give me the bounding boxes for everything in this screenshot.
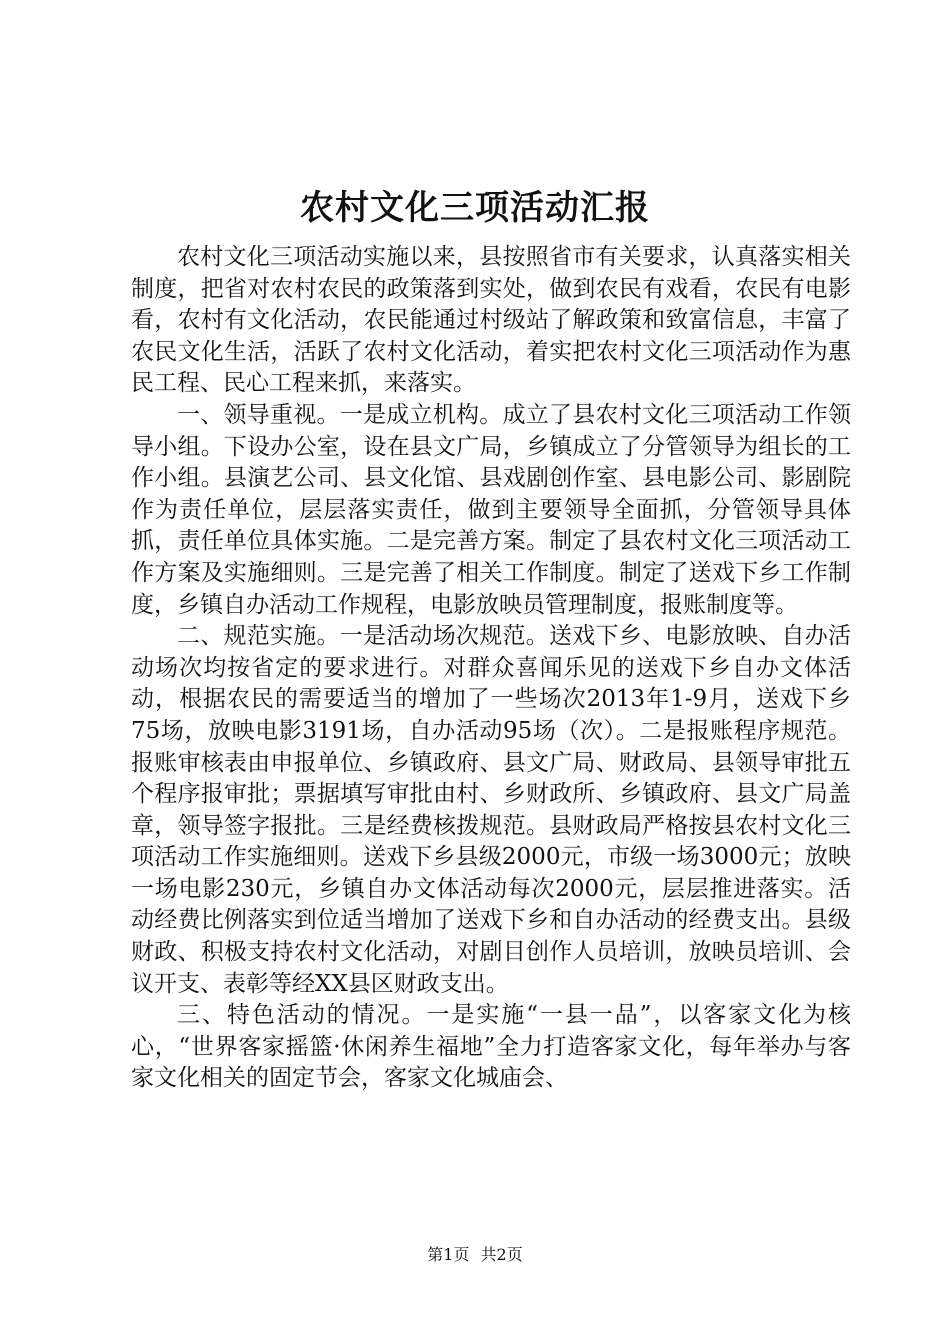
page-footer [0,1244,950,1266]
page-total: 共2页 [480,1245,523,1264]
document-title: 农村文化三项活动汇报 [300,188,650,228]
page-number: 第1页 [427,1245,470,1264]
paragraph-leadership: 一、领导重视。一是成立机构。成立了县农村文化三项活动工作领导小组。下设办公室，设在县文广局，乡镇成立了分管领导为组长的工作小组。县演艺公司、县文化馆、县戏剧创作室、县电影公司、影剧院作为责任单位，层层落实责任，做到主要领导全面抓，分管领导具体抓，责任单位具体实施。二是完善方案。制定了县农村文化三项活动工作方案及实施细则。三是完善了相关工作制度。制定了送戏下乡工作制度，乡镇自办活动工作规程，电影放映员管理制度，报账制度等。 [131,401,851,618]
paragraph-featured-activities: 三、特色活动的情况。一是实施“一县一品”，以客家文化为核心，“世界客家摇篮·休闲养生福地”全力打造客家文化，每年举办与客家文化相关的固定节会，客家文化城庙会、 [131,1002,851,1092]
paragraph-implementation: 二、规范实施。一是活动场次规范。送戏下乡、电影放映、自办活动场次均按省定的要求进行。对群众喜闻乐见的送戏下乡自办文体活动，根据农民的需要适当的增加了一些场次2013年1-9月，送戏下乡75场，放映电影3191场，自办活动95场（次）。二是报账程序规范。报账审核表由申报单位、乡镇政府、县文广局、财政局、县领导审批五个程序报审批；票据填写审批由村、乡财政所、乡镇政府、县文广局盖章，领导签字报批。三是经费核拨规范。县财政局严格按县农村文化三项活动工作实施细则。送戏下乡县级2000元，市级一场3000元；放映一场电影230元，乡镇自办文体活动每次2000元，层层推进落实。活动经费比例落实到位适当增加了送戏下乡和自办活动的经费支出。县级财政、积极支持农村文化活动，对剧目创作人员培训，放映员培训、会议开支、表彰等经XX县区财政支出。 [131,623,851,997]
paragraph-intro: 农村文化三项活动实施以来，县按照省市有关要求，认真落实相关制度，把省对农村农民的政策落到实处，做到农民有戏看，农民有电影看，农村有文化活动，农民能通过村级站了解政策和致富信息，丰富了农民文化生活，活跃了农村文化活动，着实把农村文化三项活动作为惠民工程、民心工程来抓，来落实。 [131,244,851,397]
document-body [131,242,851,1095]
